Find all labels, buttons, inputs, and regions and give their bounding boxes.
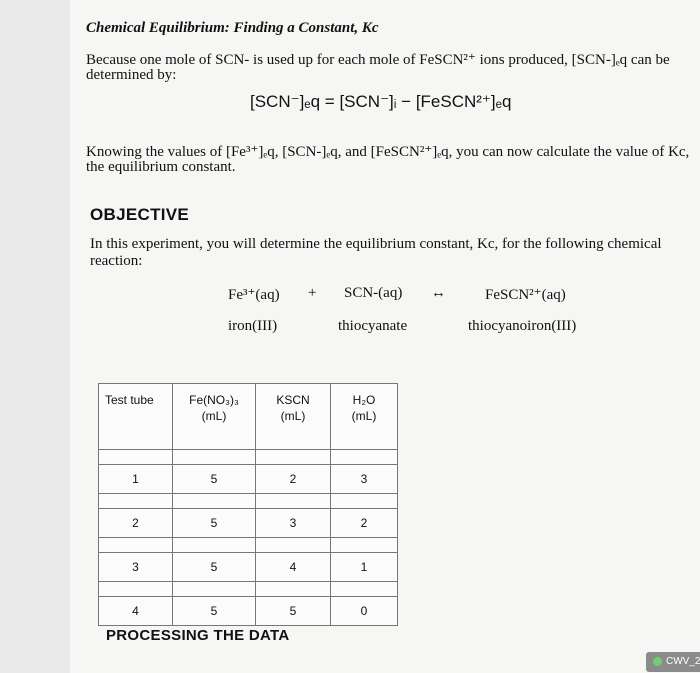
cell-kscn: 2 [256, 465, 331, 494]
cell-tube: 2 [99, 509, 173, 538]
cell-fe: 5 [173, 465, 256, 494]
header-fe-no3: Fe(NO₃)₃ (mL) [173, 384, 256, 450]
cell-kscn: 5 [256, 597, 331, 626]
header-test-tube: Test tube [99, 384, 173, 450]
cell-h2o: 0 [331, 597, 398, 626]
objective-line-2: reaction: [90, 253, 143, 269]
name-iron: iron(III) [228, 318, 278, 334]
header-h2o: H₂O (mL) [331, 384, 398, 450]
cell-tube: 1 [99, 465, 173, 494]
objective-line-1: In this experiment, you will determine the equilibrium constant, Kc, for the following chemical [90, 236, 662, 252]
name-thiocyanate: thiocyanate [338, 318, 408, 334]
table-row [99, 553, 398, 582]
volumes-table [98, 383, 398, 626]
equilibrium-arrow: ↔ [431, 285, 446, 301]
cell-kscn: 4 [256, 553, 331, 582]
page-title: Chemical Equilibrium: Finding a Constant, Kc [86, 20, 379, 36]
knowing-line-2: the equilibrium constant. [86, 159, 236, 175]
cwv-badge[interactable] [646, 652, 700, 672]
objective-heading: OBJECTIVE [90, 205, 190, 224]
badge-label: CWV_2 [666, 656, 700, 667]
reactant-iron: Fe³⁺(aq) [228, 287, 280, 303]
processing-heading: PROCESSING THE DATA [106, 627, 290, 644]
cell-h2o: 2 [331, 509, 398, 538]
cell-fe: 5 [173, 553, 256, 582]
cell-h2o: 1 [331, 553, 398, 582]
cell-tube: 3 [99, 553, 173, 582]
plus-sign: + [308, 285, 317, 301]
intro-line-2: determined by: [86, 67, 177, 83]
table-row [99, 509, 398, 538]
name-complex: thiocyanoiron(III) [468, 318, 577, 334]
status-dot-icon [653, 657, 662, 666]
reactant-thiocyanate: SCN-(aq) [344, 285, 403, 301]
cell-h2o: 3 [331, 465, 398, 494]
cell-fe: 5 [173, 509, 256, 538]
cell-fe: 5 [173, 597, 256, 626]
table-row [99, 597, 398, 626]
cell-tube: 4 [99, 597, 173, 626]
table-row [99, 465, 398, 494]
product-complex: FeSCN²⁺(aq) [485, 287, 566, 303]
header-kscn: KSCN (mL) [256, 384, 331, 450]
knowing-line-1: Knowing the values of [Fe³⁺]ₑq, [SCN-]ₑq, and [FeSCN²⁺]ₑq, you can now calculate the value of Kc, [86, 144, 690, 160]
intro-line-1: Because one mole of SCN- is used up for each mole of FeSCN²⁺ ions produced, [SCN-]ₑq can be [86, 52, 670, 68]
cell-kscn: 3 [256, 509, 331, 538]
scn-equation: [SCN⁻]ₑq = [SCN⁻]ᵢ − [FeSCN²⁺]ₑq [250, 92, 512, 111]
